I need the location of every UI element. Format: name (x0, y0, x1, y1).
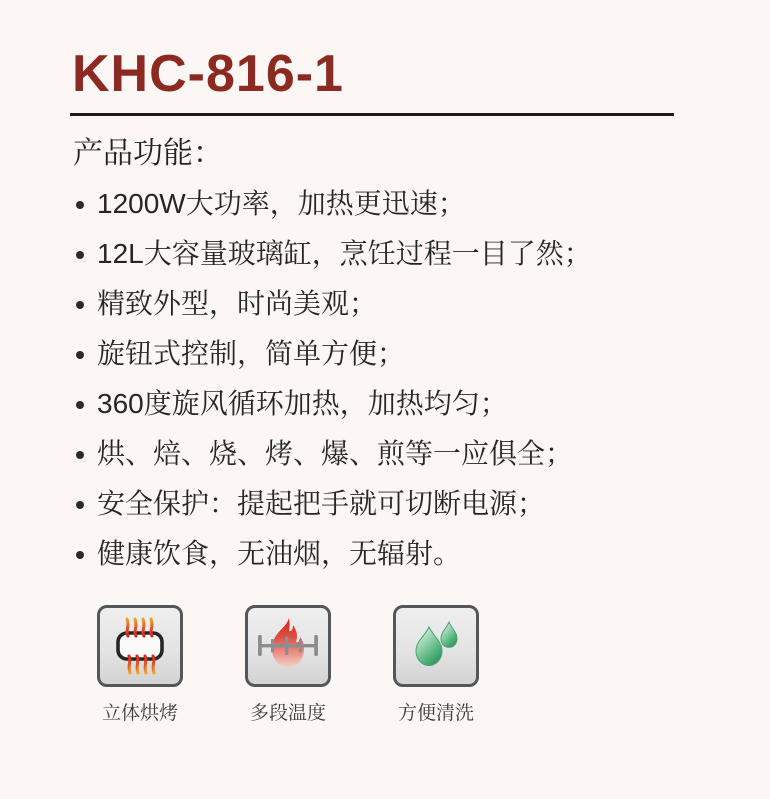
badge-easy-clean (393, 605, 479, 725)
bullet-dot (76, 551, 84, 559)
feature-text: 360度旋风循环加热，加热均匀； (97, 388, 508, 420)
feature-item (70, 229, 730, 279)
badge-multi-temperature (245, 605, 331, 725)
feature-badges (97, 605, 730, 725)
bullet-dot (76, 451, 84, 459)
feature-text: 健康饮食，无油烟，无辐射。 (97, 538, 462, 570)
feature-text: 安全保护：提起把手就可切断电源； (97, 488, 546, 520)
badge-label: 多段温度 (249, 703, 326, 725)
feature-item (70, 329, 730, 379)
feature-text: 精致外型，时尚美观； (97, 288, 378, 320)
feature-text: 12L大容量玻璃缸，烹饪过程一目了然； (97, 238, 592, 270)
feature-text: 旋钮式控制，简单方便； (97, 338, 406, 370)
badge-label: 方便清洗 (397, 703, 474, 725)
feature-item (70, 379, 730, 429)
bullet-dot (76, 301, 84, 309)
title-divider (70, 113, 674, 116)
badge-stereo-baking (97, 605, 183, 725)
feature-list (70, 179, 730, 579)
page-title: KHC-816-1 (72, 45, 344, 103)
stereo-baking-icon (97, 605, 183, 687)
feature-item (70, 429, 730, 479)
easy-clean-icon (393, 605, 479, 687)
feature-item (70, 179, 730, 229)
feature-item (70, 279, 730, 329)
bullet-dot (76, 351, 84, 359)
bullet-dot (76, 501, 84, 509)
multi-temperature-icon (245, 605, 331, 687)
bullet-dot (76, 251, 84, 259)
badge-label: 立体烘烤 (101, 703, 178, 725)
bullet-dot (76, 201, 84, 209)
bullet-dot (76, 401, 84, 409)
feature-text: 1200W大功率，加热更迅速； (97, 188, 466, 220)
feature-text: 烘、焙、烧、烤、爆、煎等一应俱全； (97, 438, 574, 470)
feature-item (70, 479, 730, 529)
feature-item (70, 529, 730, 579)
section-heading: 产品功能： (73, 137, 223, 171)
